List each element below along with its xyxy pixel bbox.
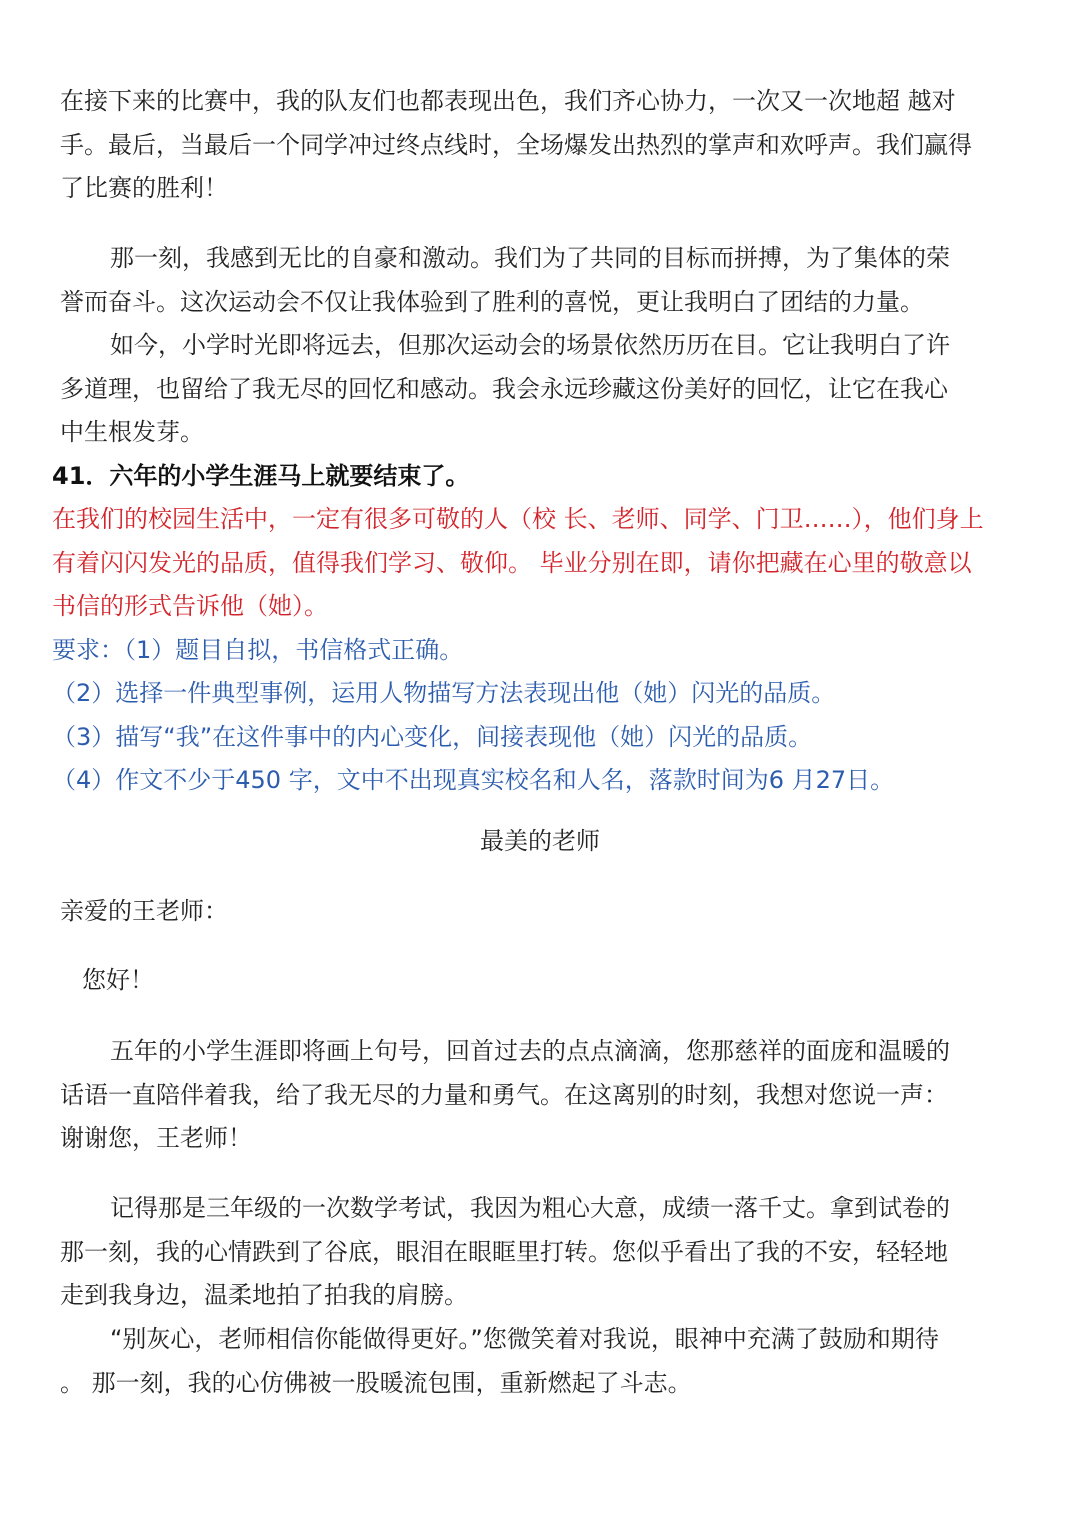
paragraph-line: 话语一直陪伴着我，给了我无尽的力量和勇气。在这离别的时刻，我想对您说一声：: [60, 1081, 948, 1109]
paragraph-line: “别灰心，老师相信你能做得更好。”您微笑着对我说，眼神中充满了鼓励和期待: [110, 1325, 939, 1353]
paragraph-line: 那一刻，我感到无比的自豪和激动。我们为了共同的目标而拼搏，为了集体的荣: [110, 244, 950, 272]
requirement-line: （2）选择一件典型事例，运用人物描写方法表现出他（她）闪光的品质。: [52, 679, 836, 707]
prompt-line: 在我们的校园生活中，一定有很多可敬的人（校 长、老师、同学、门卫……），他们身上: [52, 505, 984, 533]
paragraph-line: 记得那是三年级的一次数学考试，我因为粗心大意，成绩一落千丈。拿到试卷的: [110, 1194, 950, 1222]
paragraph-line: 如今，小学时光即将远去，但那次运动会的场景依然历历在目。它让我明白了许: [110, 331, 950, 359]
requirement-line: 要求：（1）题目自拟，书信格式正确。: [52, 636, 464, 664]
paragraph-line: 那一刻，我的心情跌到了谷底，眼泪在眼眶里打转。您似乎看出了我的不安，轻轻地: [60, 1238, 948, 1266]
paragraph-line: 多道理，也留给了我无尽的回忆和感动。我会永远珍藏这份美好的回忆，让它在我心: [60, 375, 948, 403]
paragraph-line: 走到我身边，温柔地拍了拍我的肩膀。: [60, 1281, 468, 1309]
requirement-line: （3）描写“我”在这件事中的内心变化，间接表现他（她）闪光的品质。: [52, 723, 813, 751]
salutation: 亲爱的王老师：: [60, 897, 228, 925]
essay-title: 最美的老师: [480, 827, 600, 855]
question-title: 41．六年的小学生涯马上就要结束了。: [52, 462, 470, 490]
paragraph-line: 誉而奋斗。这次运动会不仅让我体验到了胜利的喜悦，更让我明白了团结的力量。: [60, 288, 924, 316]
paragraph-line: 了比赛的胜利！: [60, 174, 228, 202]
paragraph-line: 中生根发芽。: [60, 418, 204, 446]
paragraph-line: 五年的小学生涯即将画上句号，回首过去的点点滴滴，您那慈祥的面庞和温暖的: [110, 1037, 950, 1065]
paragraph-line: 在接下来的比赛中，我的队友们也都表现出色，我们齐心协力，一次又一次地超 越对: [60, 87, 956, 115]
prompt-line: 书信的形式告诉他（她）。: [52, 592, 328, 620]
prompt-line: 有着闪闪发光的品质，值得我们学习、敬仰。 毕业分别在即，请你把藏在心里的敬意以: [52, 549, 972, 577]
paragraph-line: 谢谢您，王老师！: [60, 1124, 252, 1152]
greeting: 您好！: [82, 966, 154, 994]
paragraph-line: 。 那一刻，我的心仿佛被一股暖流包围，重新燃起了斗志。: [60, 1369, 692, 1397]
requirement-line: （4）作文不少于450 字，文中不出现真实校名和人名，落款时间为6 月27日。: [52, 766, 895, 794]
paragraph-line: 手。最后，当最后一个同学冲过终点线时，全场爆发出热烈的掌声和欢呼声。我们赢得: [60, 131, 972, 159]
